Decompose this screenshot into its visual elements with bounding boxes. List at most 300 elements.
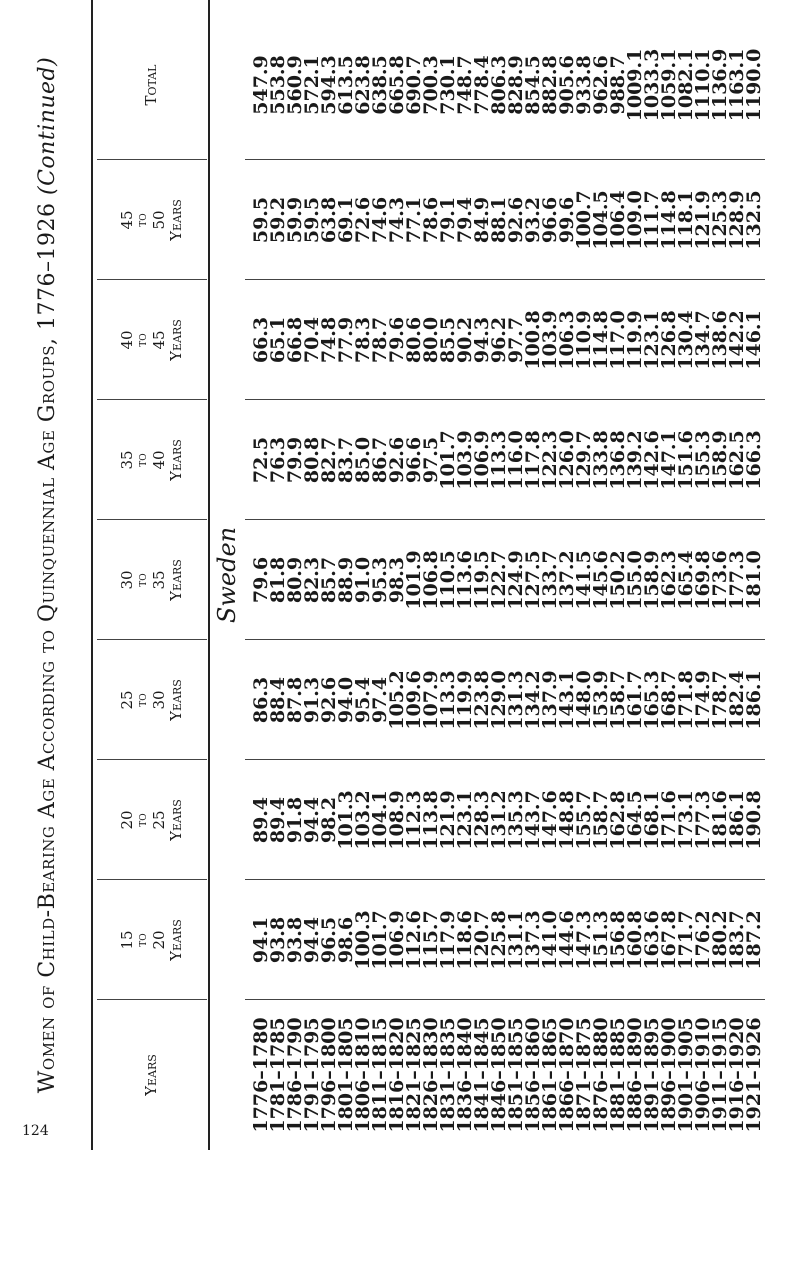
row-value: 147.6: [539, 790, 561, 850]
row-value: 106.3: [556, 310, 578, 370]
row-value: 962.6: [590, 55, 612, 115]
row-value: 100.3: [352, 910, 374, 970]
row-value: 176.2: [692, 910, 714, 970]
row-value: 110.9: [573, 310, 595, 370]
row-value: 121.9: [437, 790, 459, 850]
row-years: 1876–1880: [590, 1017, 612, 1133]
row-value: 128.3: [471, 790, 493, 850]
rotated-page: [35, 0, 775, 1150]
row-value: 116.0: [505, 430, 527, 490]
row-value: 107.9: [420, 670, 442, 730]
row-value: 69.1: [335, 196, 357, 244]
row-value: 1190.0: [743, 48, 765, 122]
row-value: 110.5: [437, 550, 459, 610]
row-value: 147.1: [658, 430, 680, 490]
row-value: 97.7: [505, 316, 527, 364]
row-value: 114.8: [658, 190, 680, 250]
row-value: 96.6: [539, 196, 561, 244]
row-value: 85.0: [352, 436, 374, 484]
header-25-30: 25 to 30 Years: [117, 679, 186, 721]
row-years: 1891–1895: [641, 1017, 663, 1133]
row-value: 988.7: [607, 55, 629, 115]
row-value: 80.9: [284, 556, 306, 604]
row-value: 1009.1: [624, 48, 646, 122]
row-value: 137.9: [539, 670, 561, 730]
row-value: 76.3: [267, 436, 289, 484]
row-years: 1821–1825: [403, 1017, 425, 1133]
row-value: 80.6: [403, 316, 425, 364]
row-value: 142.2: [726, 310, 748, 370]
body-divider-4: [245, 639, 765, 640]
row-value: 80.8: [301, 436, 323, 484]
row-value: 94.4: [301, 796, 323, 844]
row-value: 59.5: [301, 196, 323, 244]
row-value: 94.3: [471, 316, 493, 364]
row-value: 90.2: [454, 316, 476, 364]
row-value: 80.0: [420, 316, 442, 364]
row-value: 101.7: [369, 910, 391, 970]
row-value: 100.7: [573, 190, 595, 250]
row-value: 113.6: [454, 550, 476, 610]
row-value: 104.5: [590, 190, 612, 250]
row-value: 174.9: [692, 670, 714, 730]
row-value: 105.2: [386, 670, 408, 730]
row-value: 690.7: [403, 55, 425, 115]
row-value: 77.1: [403, 196, 425, 244]
header-top-rule: [91, 0, 93, 1150]
row-value: 169.8: [692, 550, 714, 610]
row-value: 1163.1: [726, 48, 748, 122]
row-value: 778.4: [471, 55, 493, 115]
title-main: Women of Child-Bearing Age According to Quinquennial Age Groups, 1776–1926: [35, 202, 60, 1094]
row-value: 78.7: [369, 316, 391, 364]
row-years: 1816–1820: [386, 1017, 408, 1133]
row-years: 1881–1885: [607, 1017, 629, 1133]
row-value: 158.9: [709, 430, 731, 490]
row-value: 115.7: [420, 910, 442, 970]
row-value: 173.6: [709, 550, 731, 610]
row-value: 129.0: [488, 670, 510, 730]
row-value: 99.6: [556, 196, 578, 244]
header-20-25: 20 to 25 Years: [117, 799, 186, 841]
row-value: 137.2: [556, 550, 578, 610]
row-value: 98.3: [386, 556, 408, 604]
row-value: 126.0: [556, 430, 578, 490]
row-value: 560.9: [284, 55, 306, 115]
row-value: 101.3: [335, 790, 357, 850]
row-value: 134.7: [692, 310, 714, 370]
row-value: 59.2: [267, 196, 289, 244]
row-value: 126.8: [658, 310, 680, 370]
row-value: 104.1: [369, 790, 391, 850]
row-years: 1911–1915: [709, 1017, 731, 1133]
row-value: 123.1: [454, 790, 476, 850]
row-years: 1896–1900: [658, 1017, 680, 1133]
row-value: 128.9: [726, 190, 748, 250]
row-value: 167.8: [658, 910, 680, 970]
row-value: 79.6: [386, 316, 408, 364]
header-divider-5: [97, 519, 207, 520]
row-value: 155.7: [573, 790, 595, 850]
row-value: 572.1: [301, 55, 323, 115]
row-years: 1851–1855: [505, 1017, 527, 1133]
row-value: 106.8: [420, 550, 442, 610]
row-value: 623.8: [352, 55, 374, 115]
row-value: 187.2: [743, 910, 765, 970]
row-value: 161.7: [624, 670, 646, 730]
row-value: 177.3: [692, 790, 714, 850]
row-value: 160.8: [624, 910, 646, 970]
row-value: 165.4: [675, 550, 697, 610]
row-value: 129.7: [573, 430, 595, 490]
row-value: 93.8: [267, 916, 289, 964]
body-divider-5: [245, 519, 765, 520]
row-value: 155.3: [692, 430, 714, 490]
header-divider-6: [97, 399, 207, 400]
row-value: 112.6: [403, 910, 425, 970]
row-value: 155.0: [624, 550, 646, 610]
row-value: 59.5: [250, 196, 272, 244]
row-value: 122.3: [539, 430, 561, 490]
row-value: 88.1: [488, 196, 510, 244]
row-value: 101.9: [403, 550, 425, 610]
row-value: 87.8: [284, 676, 306, 724]
row-value: 82.3: [301, 556, 323, 604]
body-divider-1: [245, 999, 765, 1000]
row-value: 94.1: [250, 916, 272, 964]
row-value: 171.8: [675, 670, 697, 730]
row-value: 77.9: [335, 316, 357, 364]
row-value: 103.9: [454, 430, 476, 490]
row-years: 1811–1815: [369, 1017, 391, 1133]
row-value: 103.9: [539, 310, 561, 370]
row-value: 103.2: [352, 790, 374, 850]
row-value: 181.0: [743, 550, 765, 610]
row-value: 109.0: [624, 190, 646, 250]
row-value: 123.1: [641, 310, 663, 370]
row-years: 1901–1905: [675, 1017, 697, 1133]
row-years: 1776–1780: [250, 1017, 272, 1133]
row-value: 131.1: [505, 910, 527, 970]
row-value: 168.7: [658, 670, 680, 730]
header-total: Total: [142, 64, 161, 106]
row-value: 93.2: [522, 196, 544, 244]
header-bottom-rule: [208, 0, 210, 1150]
header-35-40: 35 to 40 Years: [117, 439, 186, 481]
header-45-50: 45 to 50 Years: [117, 199, 186, 241]
row-years: 1886–1890: [624, 1017, 646, 1133]
row-value: 162.8: [607, 790, 629, 850]
header-years: Years: [142, 1054, 161, 1096]
row-value: 84.9: [471, 196, 493, 244]
row-value: 117.9: [437, 910, 459, 970]
row-value: 86.3: [250, 676, 272, 724]
row-value: 1082.1: [675, 48, 697, 122]
row-value: 122.7: [488, 550, 510, 610]
row-value: 828.9: [505, 55, 527, 115]
row-value: 135.3: [505, 790, 527, 850]
row-value: 97.5: [420, 436, 442, 484]
header-divider-8: [97, 159, 207, 160]
row-value: 150.2: [607, 550, 629, 610]
row-years: 1866–1870: [556, 1017, 578, 1133]
row-value: 143.7: [522, 790, 544, 850]
row-value: 79.6: [250, 556, 272, 604]
row-value: 66.3: [250, 316, 272, 364]
row-value: 94.0: [335, 676, 357, 724]
row-value: 186.1: [726, 790, 748, 850]
row-value: 123.8: [471, 670, 493, 730]
row-value: 91.8: [284, 796, 306, 844]
row-value: 148.0: [573, 670, 595, 730]
row-years: 1806–1810: [352, 1017, 374, 1133]
row-value: 613.5: [335, 55, 357, 115]
row-value: 65.1: [267, 316, 289, 364]
row-value: 118.6: [454, 910, 476, 970]
row-years: 1786–1790: [284, 1017, 306, 1133]
row-value: 96.2: [488, 316, 510, 364]
row-value: 82.7: [318, 436, 340, 484]
row-value: 158.7: [590, 790, 612, 850]
row-value: 95.3: [369, 556, 391, 604]
row-years: 1796–1800: [318, 1017, 340, 1133]
row-value: 638.5: [369, 55, 391, 115]
row-value: 85.7: [318, 556, 340, 604]
row-value: 93.8: [284, 916, 306, 964]
row-value: 113.3: [437, 670, 459, 730]
row-value: 125.3: [709, 190, 731, 250]
row-value: 700.3: [420, 55, 442, 115]
row-value: 1136.9: [709, 48, 731, 122]
row-value: 86.7: [369, 436, 391, 484]
row-value: 117.0: [607, 310, 629, 370]
row-value: 168.1: [641, 790, 663, 850]
row-value: 63.8: [318, 196, 340, 244]
page-title: [35, 0, 60, 1150]
row-value: 119.5: [471, 550, 493, 610]
row-years: 1841–1845: [471, 1017, 493, 1133]
row-value: 95.4: [352, 676, 374, 724]
body-divider-6: [245, 399, 765, 400]
row-value: 72.5: [250, 436, 272, 484]
row-value: 181.6: [709, 790, 731, 850]
row-value: 162.5: [726, 430, 748, 490]
row-value: 171.6: [658, 790, 680, 850]
row-years: 1916–1920: [726, 1017, 748, 1133]
row-value: 134.2: [522, 670, 544, 730]
row-value: 79.4: [454, 196, 476, 244]
row-years: 1871–1875: [573, 1017, 595, 1133]
row-value: 117.8: [522, 430, 544, 490]
row-years: 1781–1785: [267, 1017, 289, 1133]
row-value: 143.1: [556, 670, 578, 730]
row-value: 164.5: [624, 790, 646, 850]
row-value: 92.6: [386, 436, 408, 484]
row-value: 119.9: [624, 310, 646, 370]
row-value: 100.8: [522, 310, 544, 370]
row-years: 1846–1850: [488, 1017, 510, 1133]
row-value: 111.7: [641, 190, 663, 250]
row-value: 127.5: [522, 550, 544, 610]
row-value: 190.8: [743, 790, 765, 850]
row-value: 118.1: [675, 190, 697, 250]
row-value: 665.8: [386, 55, 408, 115]
header-divider-3: [97, 759, 207, 760]
row-value: 136.8: [607, 430, 629, 490]
row-value: 74.3: [386, 196, 408, 244]
row-value: 183.7: [726, 910, 748, 970]
row-value: 89.4: [267, 796, 289, 844]
row-value: 112.3: [403, 790, 425, 850]
row-value: 130.4: [675, 310, 697, 370]
row-value: 806.3: [488, 55, 510, 115]
header-40-45: 40 to 45 Years: [117, 319, 186, 361]
row-value: 141.0: [539, 910, 561, 970]
row-value: 88.4: [267, 676, 289, 724]
header-15-20: 15 to 20 Years: [117, 919, 186, 961]
row-value: 156.8: [607, 910, 629, 970]
row-value: 113.8: [420, 790, 442, 850]
table-row: [743, 0, 766, 1150]
row-value: 81.8: [267, 556, 289, 604]
row-years: 1861–1865: [539, 1017, 561, 1133]
row-value: 166.3: [743, 430, 765, 490]
row-value: 79.9: [284, 436, 306, 484]
table-header: [97, 0, 207, 1150]
row-value: 133.8: [590, 430, 612, 490]
row-value: 96.5: [318, 916, 340, 964]
header-divider-7: [97, 279, 207, 280]
row-value: 98.6: [335, 916, 357, 964]
row-value: 78.3: [352, 316, 374, 364]
row-value: 114.8: [590, 310, 612, 370]
row-value: 92.6: [318, 676, 340, 724]
body-divider-3: [245, 759, 765, 760]
row-value: 158.7: [607, 670, 629, 730]
row-value: 173.1: [675, 790, 697, 850]
row-value: 113.3: [488, 430, 510, 490]
row-value: 106.9: [386, 910, 408, 970]
row-value: 106.4: [607, 190, 629, 250]
row-value: 137.3: [522, 910, 544, 970]
row-value: 165.3: [641, 670, 663, 730]
row-value: 119.9: [454, 670, 476, 730]
row-years: 1791–1795: [301, 1017, 323, 1133]
row-value: 92.6: [505, 196, 527, 244]
row-value: 748.7: [454, 55, 476, 115]
body-divider-2: [245, 879, 765, 880]
row-years: 1826–1830: [420, 1017, 442, 1133]
row-value: 98.2: [318, 796, 340, 844]
row-value: 124.9: [505, 550, 527, 610]
row-value: 79.1: [437, 196, 459, 244]
header-30-35: 30 to 35 Years: [117, 559, 186, 601]
body-divider-8: [245, 159, 765, 160]
row-value: 177.3: [726, 550, 748, 610]
row-value: 66.8: [284, 316, 306, 364]
row-value: 594.3: [318, 55, 340, 115]
row-value: 163.6: [641, 910, 663, 970]
row-value: 131.2: [488, 790, 510, 850]
row-value: 121.9: [692, 190, 714, 250]
row-years: 1831–1835: [437, 1017, 459, 1133]
row-value: 178.7: [709, 670, 731, 730]
row-value: 139.2: [624, 430, 646, 490]
row-value: 854.5: [522, 55, 544, 115]
row-value: 96.6: [403, 436, 425, 484]
row-value: 133.7: [539, 550, 561, 610]
row-value: 180.2: [709, 910, 731, 970]
row-value: 882.8: [539, 55, 561, 115]
row-value: 553.8: [267, 55, 289, 115]
row-value: 146.1: [743, 310, 765, 370]
row-value: 138.6: [709, 310, 731, 370]
row-value: 933.8: [573, 55, 595, 115]
row-value: 131.3: [505, 670, 527, 730]
row-value: 158.9: [641, 550, 663, 610]
row-value: 83.7: [335, 436, 357, 484]
row-value: 91.0: [352, 556, 374, 604]
row-value: 153.9: [590, 670, 612, 730]
row-value: 1033.3: [641, 48, 663, 122]
row-value: 70.4: [301, 316, 323, 364]
row-value: 88.9: [335, 556, 357, 604]
row-value: 151.6: [675, 430, 697, 490]
row-value: 72.6: [352, 196, 374, 244]
row-value: 78.6: [420, 196, 442, 244]
page-number: 124: [22, 1123, 49, 1139]
row-value: 97.4: [369, 676, 391, 724]
body-divider-7: [245, 279, 765, 280]
row-value: 94.4: [301, 916, 323, 964]
row-value: 74.8: [318, 316, 340, 364]
row-value: 186.1: [743, 670, 765, 730]
row-value: 85.5: [437, 316, 459, 364]
row-value: 120.7: [471, 910, 493, 970]
row-years: 1856–1860: [522, 1017, 544, 1133]
row-value: 106.9: [471, 430, 493, 490]
row-value: 91.3: [301, 676, 323, 724]
row-value: 171.7: [675, 910, 697, 970]
row-value: 147.3: [573, 910, 595, 970]
header-divider-1: [97, 999, 207, 1000]
row-value: 1110.1: [692, 48, 714, 122]
row-value: 148.8: [556, 790, 578, 850]
header-divider-4: [97, 639, 207, 640]
header-divider-2: [97, 879, 207, 880]
row-value: 109.6: [403, 670, 425, 730]
row-value: 1059.1: [658, 48, 680, 122]
row-value: 132.5: [743, 190, 765, 250]
row-value: 74.6: [369, 196, 391, 244]
row-years: 1906–1910: [692, 1017, 714, 1133]
row-value: 144.6: [556, 910, 578, 970]
row-value: 151.3: [590, 910, 612, 970]
country-heading: Sweden: [213, 526, 241, 624]
row-years: 1921–1926: [743, 1017, 765, 1133]
row-value: 905.6: [556, 55, 578, 115]
row-years: 1801–1805: [335, 1017, 357, 1133]
row-value: 101.7: [437, 430, 459, 490]
row-value: 145.6: [590, 550, 612, 610]
row-value: 125.8: [488, 910, 510, 970]
row-value: 730.1: [437, 55, 459, 115]
row-value: 182.4: [726, 670, 748, 730]
row-value: 141.5: [573, 550, 595, 610]
row-value: 108.9: [386, 790, 408, 850]
row-value: 142.6: [641, 430, 663, 490]
title-continued: (Continued): [35, 56, 60, 196]
